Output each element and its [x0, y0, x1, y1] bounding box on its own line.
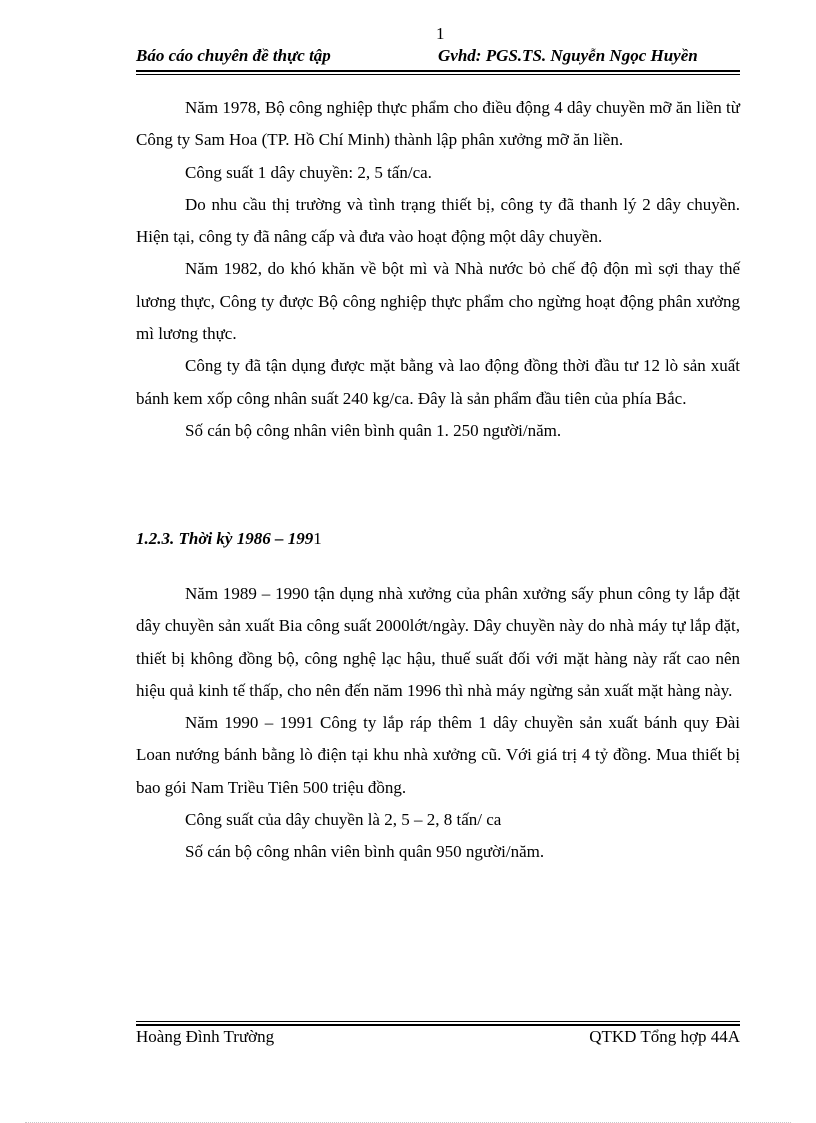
- footer-rule-thick: [136, 1024, 740, 1026]
- paragraph: Do nhu cầu thị trường và tình trạng thiết bị, công ty đã thanh lý 2 dây chuyền. Hiện tại, công ty đã nâng cấp và đưa vào hoạt động một dây chuyền.: [136, 194, 740, 247]
- paragraph: Công ty đã tận dụng được mặt bằng và lao động đồng thời đầu tư 12 lò sản xuất bánh kem xốp công nhân suất 240 kg/ca. Đây là sản phẩm đầu tiên của phía Bắc.: [136, 356, 740, 408]
- paragraph: Năm 1989 – 1990 tận dụng nhà xưởng của phân xưởng sấy phun công ty lắp đặt dây chuyền sản xuất Bia công suất 2000lớt/ngày. Dây chuyền này do nhà máy tự lắp đặt, thiết bị không đồng bộ, công nghệ lạc hậu, thuế suất đối với mặt hàng này rất cao nên hiệu quả kinh tế thấp, cho nên đến năm 1996 thì nhà máy ngừng sản xuất mặt hàng này.: [136, 584, 740, 700]
- paragraph: Công suất của dây chuyền là 2, 5 – 2, 8 tấn/ ca: [185, 810, 502, 830]
- header-rule-thick: [136, 70, 740, 72]
- footer-rule-thin: [136, 1021, 740, 1022]
- section-two-body: [136, 578, 740, 869]
- paragraph: Số cán bộ công nhân viên bình quân 950 người/năm.: [185, 842, 545, 862]
- header-supervisor: Gvhd: PGS.TS. Nguyễn Ngọc Huyền: [438, 46, 698, 65]
- paragraph: Năm 1982, do khó khăn về bột mì và Nhà nước bỏ chế độ độn mì sợi thay thế lương thực, Công ty được Bộ công nghiệp thực phẩm cho ngừng hoạt động phân xưởng mì lương thực.: [136, 259, 740, 344]
- section-heading: [136, 529, 322, 549]
- footer-class: QTKD Tổng hợp 44A: [589, 1027, 740, 1046]
- section-heading-main: 1.2.3. Thời kỳ 1986 – 199: [136, 529, 314, 548]
- section-one-body: [136, 92, 740, 447]
- page-header: [136, 44, 740, 70]
- section-heading-tail: 1: [313, 529, 322, 548]
- header-report-title: Báo cáo chuyên đề thực tập: [136, 46, 331, 65]
- header-rule-thin: [136, 74, 740, 75]
- paragraph: Số cán bộ công nhân viên bình quân 1. 250 người/năm.: [185, 420, 562, 440]
- paragraph: Năm 1990 – 1991 Công ty lắp ráp thêm 1 dây chuyền sản xuất bánh quy Đài Loan nướng bánh bằng lò điện tại khu nhà xưởng cũ. Với giá trị 4 tỷ đồng. Mua thiết bị bao gói Nam Triều Tiên 500 triệu đồng.: [136, 713, 740, 797]
- page-number: 1: [436, 24, 445, 43]
- footer-author: Hoàng Đình Trường: [136, 1027, 275, 1046]
- paragraph: Năm 1978, Bộ công nghiệp thực phẩm cho điều động 4 dây chuyền mỡ ăn liền từ Công ty Sam Hoa (TP. Hồ Chí Minh) thành lập phân xưởng mỡ ăn liền.: [136, 98, 740, 150]
- paragraph: Công suất 1 dây chuyền: 2, 5 tấn/ca.: [185, 162, 432, 182]
